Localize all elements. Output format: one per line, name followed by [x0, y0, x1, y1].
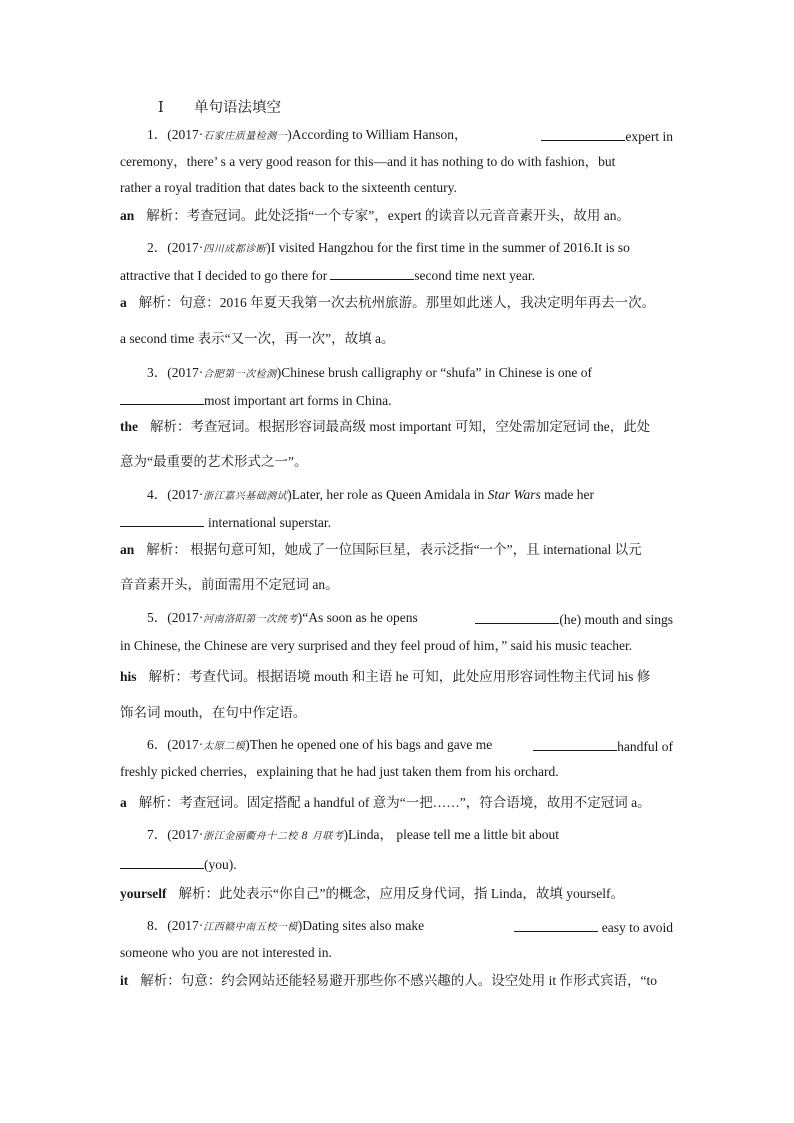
question-4-line-2: international superstar. [120, 514, 673, 530]
answer-explanation-3-cont: 意为“最重要的艺术形式之一”。 [120, 454, 308, 469]
answer-explanation-7: yourself 解析：此处表示“你自己”的概念，应用反身代词，指 Linda，故填 yourself。 [120, 886, 624, 901]
question-2-line-1: 2．(2017·四川成都诊断)I visited Hangzhou for the first time in the summer of 2016.It is so [147, 240, 630, 255]
answer: the [120, 419, 138, 434]
question-8-line-1: 8．(2017·江西赣中南五校一模)Dating sites also make easy to avoid [147, 918, 673, 935]
question-2-line-2: attractive that I decided to go there for second time next year. [120, 268, 535, 283]
answer-blank[interactable] [475, 611, 559, 624]
question-1-line-2: ceremony，there’ s a very good reason for this—and it has nothing to do with fashion，but [120, 154, 616, 169]
question-4-line-1: 4．(2017·浙江嘉兴基础测试)Later, her role as Queen Amidala in Star Wars made her [147, 487, 595, 502]
question-7-line-2: (you). [120, 856, 673, 872]
question-5-line-1: 5．(2017·河南洛阳第一次统考)“As soon as he opens (he) mouth and sings [147, 610, 673, 627]
question-source: 石家庄质量检测一 [203, 131, 288, 142]
question-source: 合肥第一次检测 [203, 369, 277, 380]
question-3-line-1: 3．(2017·合肥第一次检测)Chinese brush calligraphy or “shufa” in Chinese is one of [147, 365, 593, 380]
answer: a [120, 295, 127, 310]
answer-blank[interactable] [514, 919, 598, 932]
question-source: 四川成都诊断 [203, 244, 267, 255]
answer-explanation-2-cont: a second time 表示“又一次，再一次”，故填 a。 [120, 331, 395, 346]
question-source: 浙江嘉兴基础测试 [203, 491, 288, 502]
answer-explanation-5: his 解析：考查代词。根据语境 mouth 和主语 he 可知，此处应用形容词性物主代词 his 修 [120, 669, 651, 684]
question-source: 浙江金丽衢舟十二校 8 月联考 [203, 831, 344, 842]
answer-explanation-5-cont: 饰名词 mouth，在句中作定语。 [120, 705, 307, 720]
answer: yourself [120, 886, 167, 901]
section-title: 单句语法填空 [194, 100, 281, 116]
section-heading [158, 96, 281, 117]
answer-explanation-3: the 解析：考查冠词。根据形容词最高级 most important 可知，空处需加定冠词 the，此处 [120, 419, 651, 434]
answer: it [120, 973, 129, 988]
answer-explanation-8: it 解析：句意：约会网站还能轻易避开那些你不感兴趣的人。设空处用 it 作形式宾语，“to [120, 973, 657, 988]
question-7-line-1: 7．(2017·浙江金丽衢舟十二校 8 月联考)Linda， please tell me a little bit about [147, 827, 560, 842]
question-1-line-1: 1．(2017·石家庄质量检测一)According to William Hanson， expert in [147, 127, 673, 144]
answer-explanation-6: a 解析：考查冠词。固定搭配 a handful of 意为“一把……”，符合语境，故用不定冠词 a。 [120, 795, 651, 810]
section-number: Ⅰ [158, 100, 164, 116]
answer-explanation-4-cont: 音音素开头，前面需用不定冠词 an。 [120, 577, 339, 592]
answer: a [120, 795, 127, 810]
question-5-line-2: in Chinese, the Chinese are very surprised and they feel proud of him，” said his music teacher. [120, 638, 633, 653]
answer-blank[interactable] [120, 392, 204, 405]
answer: his [120, 669, 137, 684]
question-6-line-1: 6．(2017·太原二模)Then he opened one of his bags and gave me handful of [147, 737, 673, 754]
question-3-line-2: most important art forms in China. [120, 392, 673, 408]
question-1-line-3: rather a royal tradition that dates back to the sixteenth century. [120, 180, 457, 195]
question-source: 江西赣中南五校一模 [203, 922, 298, 933]
answer-blank[interactable] [120, 514, 204, 527]
answer-explanation-2: a 解析：句意：2016 年夏天我第一次去杭州旅游。那里如此迷人，我决定明年再去一次。 [120, 295, 656, 310]
answer-blank[interactable] [330, 267, 414, 280]
question-source: 河南洛阳第一次统考 [203, 614, 298, 625]
answer-blank[interactable] [533, 738, 617, 751]
answer: an [120, 208, 135, 223]
question-source: 太原二模 [203, 741, 246, 752]
answer-explanation-1: an 解析：考查冠词。此处泛指“一个专家”，expert 的读音以元音音素开头，故用 an。 [120, 208, 630, 223]
answer-blank[interactable] [541, 128, 625, 141]
answer-blank[interactable] [120, 856, 204, 869]
answer-explanation-4: an 解析： 根据句意可知，她成了一位国际巨星，表示泛指“一个”，且 international 以元 [120, 542, 642, 557]
question-6-line-2: freshly picked cherries，explaining that he had just taken them from his orchard. [120, 764, 559, 779]
question-8-line-2: someone who you are not interested in. [120, 945, 332, 960]
answer: an [120, 542, 135, 557]
